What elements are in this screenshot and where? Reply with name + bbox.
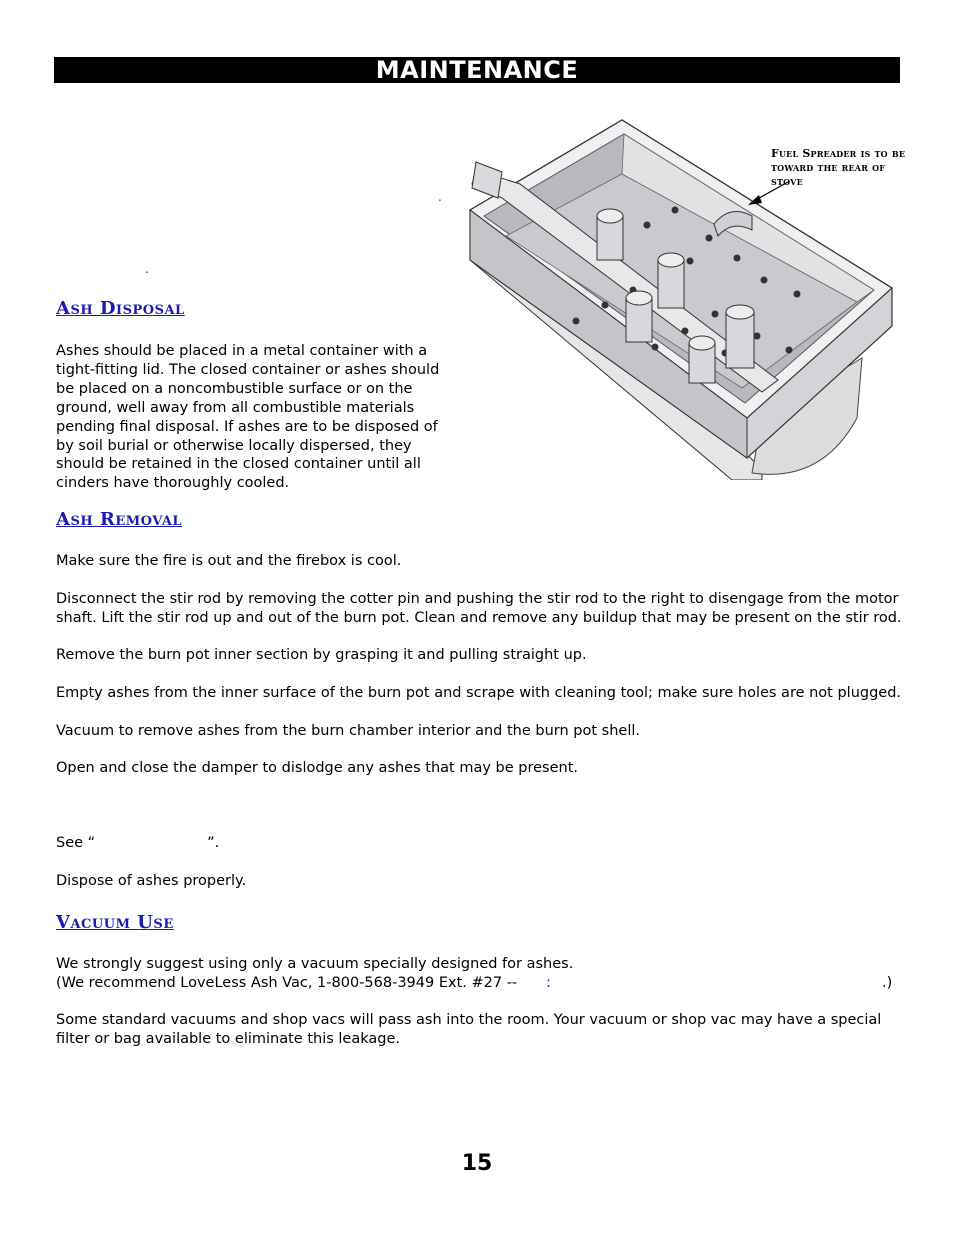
vacuum-recommendation: (We recommend LoveLess Ash Vac, 1-800-568-3949 Ext. #27 --: [56, 975, 518, 991]
ash-disposal-text: Ashes should be placed in a metal container with a tight-fitting lid. The closed container or ashes should be placed on a noncombustible surface or on the ground, well away from all combustible materials pending final disposal. If ashes are to be disposed of by soil burial or otherwise locally dispersed, they should be retained in the closed container until all cinders have thoroughly cooled.: [56, 343, 440, 492]
page-title: MAINTENANCE: [54, 57, 900, 83]
ash-removal-step: Remove the burn pot inner section by grasping it and pulling straight up.: [56, 647, 587, 663]
see-reference: [56, 834, 906, 853]
ash-removal-heading: Ash Removal: [56, 509, 183, 530]
ash-removal-step: Make sure the fire is out and the firebox is cool.: [56, 553, 402, 569]
see-prefix: See “: [56, 835, 96, 851]
ash-removal-step: Vacuum to remove ashes from the burn chamber interior and the burn pot shell.: [56, 723, 640, 739]
dispose-text: Dispose of ashes properly.: [56, 873, 247, 889]
page-number: 15: [461, 1151, 493, 1176]
ash-disposal-heading: Ash Disposal: [56, 298, 185, 319]
vacuum-line-3: Some standard vacuums and shop vacs will pass ash into the room. Your vacuum or shop vac may have a special filter or bag available to eliminate this leakage.: [56, 1012, 882, 1047]
ash-removal-step: Empty ashes from the inner surface of the burn pot and scrape with cleaning tool; make sure holes are not plugged.: [56, 685, 902, 701]
see-suffix: ”.: [207, 835, 220, 851]
vacuum-line-1: We strongly suggest using only a vacuum specially designed for ashes.: [56, 956, 574, 972]
vacuum-link-colon: :: [546, 975, 551, 991]
ash-removal-step: Disconnect the stir rod by removing the cotter pin and pushing the stir rod to the right to disengage from the motor shaft. Lift the stir rod up and out of the burn pot. Clean and remove any buildup that may be present on the stir rod.: [56, 591, 902, 626]
stray-mark-red: .: [438, 190, 442, 204]
ash-removal-step: Open and close the damper to dislodge any ashes that may be present.: [56, 760, 578, 776]
vacuum-line-2: [56, 974, 906, 993]
vacuum-use-heading: Vacuum Use: [56, 912, 174, 933]
vacuum-line-2-end: .): [882, 975, 893, 991]
fuel-spreader-callout: Fuel Spreader is to be toward the rear of stove: [771, 147, 906, 188]
stray-mark-blue: .: [145, 262, 149, 276]
